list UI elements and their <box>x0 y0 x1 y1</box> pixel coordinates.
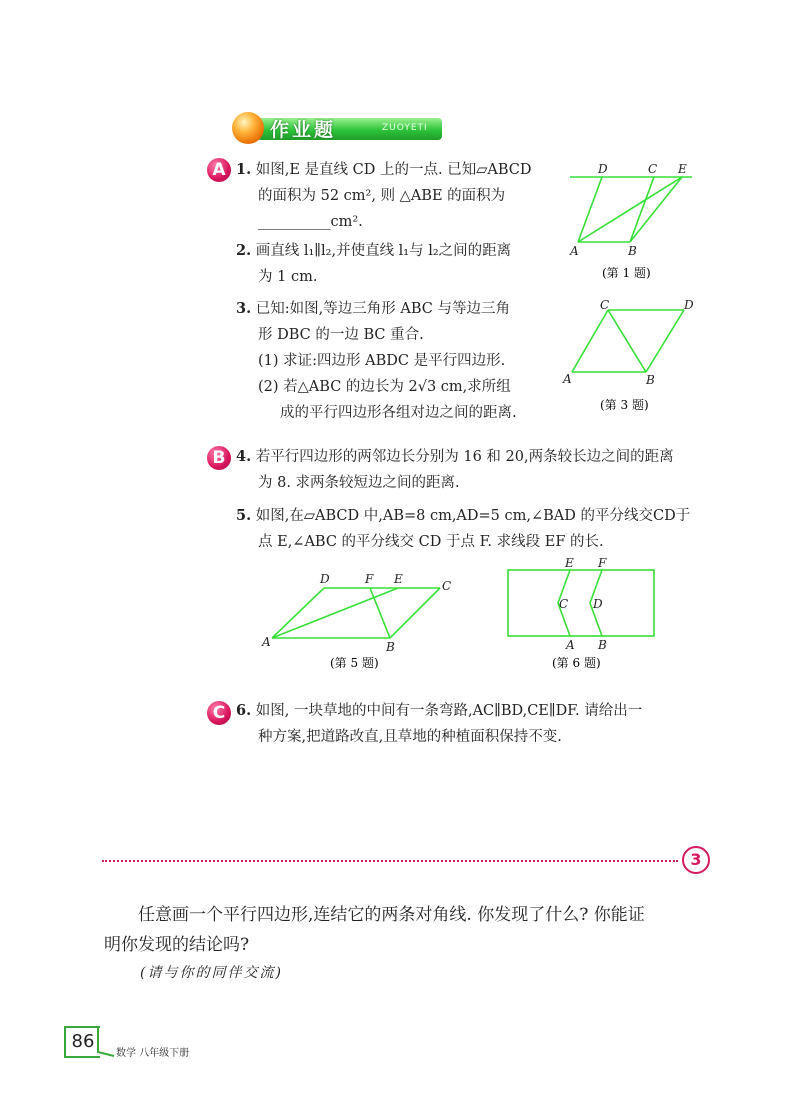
question-5 <box>236 503 706 555</box>
question-2-line1: 画直线 l₁∥l₂,并使直线 l₁与 l₂之间的距离 <box>255 243 512 259</box>
question-4-number: 4. <box>236 448 252 465</box>
fig3-label-b: B <box>646 373 655 387</box>
fig5-label-c: C <box>442 579 452 593</box>
fig5-label-a: A <box>262 635 271 649</box>
fig3-side-cb <box>608 310 646 372</box>
fig6-label-c: C <box>559 597 569 611</box>
figure-1 <box>560 160 700 285</box>
fig3-side-bd <box>646 310 684 372</box>
question-3-part1: (1) 求证:四边形 ABDC 是平行四边形. <box>258 353 506 369</box>
fig5-label-d: D <box>320 572 330 586</box>
fig1-label-d: D <box>598 162 608 176</box>
question-1 <box>236 157 566 235</box>
fig5-side-bc <box>390 588 440 638</box>
question-2-line2: 为 1 cm. <box>258 269 318 285</box>
question-1-line3: __________cm². <box>258 214 363 230</box>
fig1-label-b: B <box>628 244 637 258</box>
section-3-line2: 明你发现的结论吗? <box>104 935 250 955</box>
question-2 <box>236 238 566 290</box>
fig1-label-c: C <box>648 162 658 176</box>
fig3-side-ca <box>572 310 608 372</box>
banner-subtitle: ZUOYETI <box>382 123 428 133</box>
question-6-line1: 如图, 一块草地的中间有一条弯路,AC∥BD,CE∥DF. 请给出一 <box>255 703 643 719</box>
fig1-line-be <box>630 177 682 242</box>
section-3-number: 3 <box>682 846 710 874</box>
fig6-label-d: D <box>593 597 603 611</box>
question-6-number: 6. <box>236 702 252 719</box>
banner-title: 作业题 <box>270 119 337 141</box>
fig5-label-b: B <box>386 640 395 654</box>
level-a-badge: A <box>207 158 231 182</box>
fig3-label-a: A <box>563 372 572 386</box>
fig5-caption: (第 5 题) <box>330 656 379 670</box>
question-6-line2: 种方案,把道路改直,且草地的种植面积保持不变. <box>258 729 562 745</box>
question-5-line1: 如图,在▱ABCD 中,AB=8 cm,AD=5 cm,∠BAD 的平分线交CD于 <box>255 508 691 524</box>
figure-3 <box>560 298 700 418</box>
fig6-caption: (第 6 题) <box>552 656 601 670</box>
fig1-label-e: E <box>678 162 687 176</box>
question-6 <box>236 698 706 750</box>
fig5-bisector-ae <box>272 588 398 638</box>
question-5-number: 5. <box>236 507 252 524</box>
question-3-number: 3. <box>236 300 252 317</box>
fig1-label-a: A <box>570 244 579 258</box>
question-5-line2: 点 E,∠ABC 的平分线交 CD 于点 F. 求线段 EF 的长. <box>258 534 604 550</box>
fig1-caption: (第 1 题) <box>602 266 651 280</box>
question-1-line1: 如图,E 是直线 CD 上的一点. 已知▱ABCD <box>255 162 532 178</box>
level-c-badge: C <box>207 701 231 725</box>
page-number: 86 <box>64 1026 100 1058</box>
fig5-side-da <box>272 588 324 638</box>
fig3-label-d: D <box>684 298 694 312</box>
question-3-line1: 已知:如图,等边三角形 ABC 与等边三角 <box>255 301 510 317</box>
orb-icon <box>232 112 264 144</box>
section-3-text <box>104 900 704 960</box>
page-tab-icon <box>96 1026 118 1058</box>
fig5-label-f: F <box>365 572 374 586</box>
question-1-line2: 的面积为 52 cm², 则 △ABE 的面积为 <box>258 188 506 204</box>
section-divider <box>102 860 678 862</box>
fig3-caption: (第 3 题) <box>600 398 649 412</box>
section-3-line1: 任意画一个平行四边形,连结它的两条对角线. 你发现了什么? 你能证 <box>138 905 645 925</box>
question-2-number: 2. <box>236 242 252 259</box>
question-4-line2: 为 8. 求两条较短边之间的距离. <box>258 475 460 491</box>
question-4 <box>236 444 706 496</box>
question-3-line2: 形 DBC 的一边 BC 重合. <box>258 327 424 343</box>
fig6-lawn <box>508 570 654 636</box>
fig3-label-c: C <box>600 298 610 312</box>
question-4-line1: 若平行四边形的两邻边长分别为 16 和 20,两条较长边之间的距离 <box>255 449 674 465</box>
question-3-part2b: 成的平行四边形各组对边之间的距离. <box>280 405 517 421</box>
figure-6 <box>502 556 662 674</box>
fig6-label-a: A <box>566 638 575 652</box>
level-b-badge: B <box>207 446 231 470</box>
figure-5 <box>258 568 458 674</box>
fig6-label-b: B <box>598 638 607 652</box>
fig6-label-e: E <box>565 556 574 570</box>
question-1-number: 1. <box>236 161 252 178</box>
fig6-label-f: F <box>598 556 607 570</box>
fig1-side-da <box>578 177 602 242</box>
question-3-part2: (2) 若△ABC 的边长为 2√3 cm,求所组 <box>258 379 511 395</box>
fig5-label-e: E <box>394 572 403 586</box>
fig1-line-ae <box>578 177 682 242</box>
fig1-side-bc <box>630 177 654 242</box>
homework-banner <box>232 112 442 144</box>
footer-book-title: 数学 八年级下册 <box>116 1048 190 1059</box>
question-3 <box>236 296 576 426</box>
section-3-note: (请与你的同伴交流) <box>140 965 283 981</box>
